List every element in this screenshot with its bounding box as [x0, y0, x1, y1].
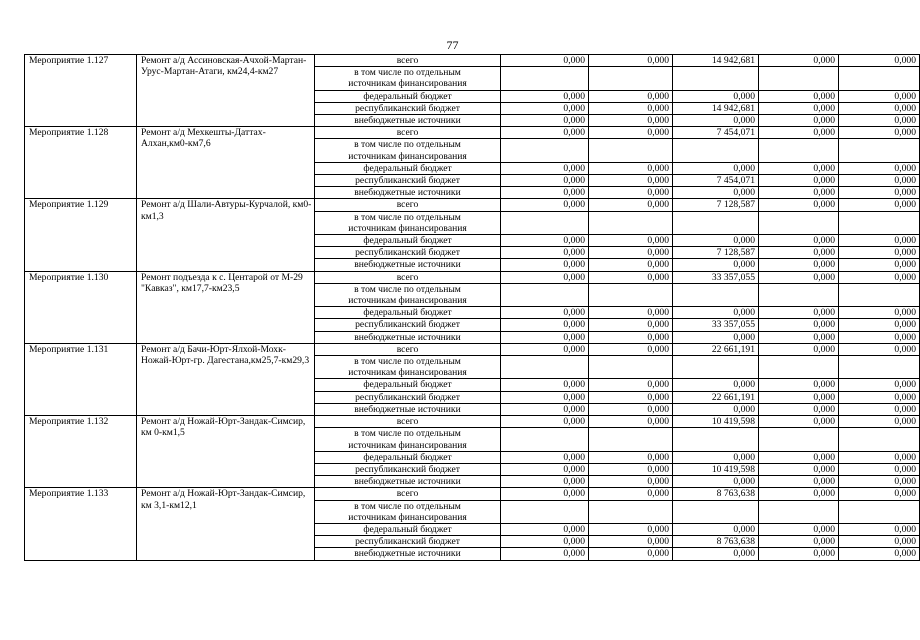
amount-cell: [839, 211, 920, 223]
source-label: республиканский бюджет: [315, 319, 501, 331]
amount-cell: [501, 223, 589, 235]
amount-cell: [759, 295, 839, 307]
amount-cell: 0,000: [673, 403, 759, 415]
amount-cell: [501, 67, 589, 79]
amount-cell: 0,000: [589, 463, 673, 475]
amount-cell: 0,000: [673, 548, 759, 560]
amount-cell: 0,000: [839, 463, 920, 475]
amount-cell: 0,000: [501, 162, 589, 174]
amount-cell: 0,000: [839, 199, 920, 211]
amount-cell: [501, 139, 589, 151]
amount-cell: 0,000: [839, 403, 920, 415]
amount-cell: [759, 356, 839, 368]
source-label: в том числе по отдельным: [315, 356, 501, 368]
amount-cell: 22 661,191: [673, 391, 759, 403]
amount-cell: 0,000: [839, 331, 920, 343]
amount-cell: [673, 295, 759, 307]
measure-name: Ремонт а/д Шали-Автуры-Курчалой, км0-км1,3: [137, 199, 315, 271]
source-label: республиканский бюджет: [315, 463, 501, 475]
amount-cell: 0,000: [589, 476, 673, 488]
amount-cell: 0,000: [501, 523, 589, 535]
amount-cell: [759, 78, 839, 90]
amount-cell: [501, 356, 589, 368]
amount-cell: 0,000: [839, 391, 920, 403]
amount-cell: [589, 356, 673, 368]
amount-cell: 0,000: [839, 548, 920, 560]
source-label: внебюджетные источники: [315, 331, 501, 343]
amount-cell: 0,000: [589, 115, 673, 127]
source-label: федеральный бюджет: [315, 307, 501, 319]
amount-cell: 0,000: [501, 127, 589, 139]
amount-cell: 0,000: [759, 463, 839, 475]
amount-cell: [839, 139, 920, 151]
amount-cell: 0,000: [759, 403, 839, 415]
measure-id: Мероприятие 1.131: [25, 343, 137, 415]
amount-cell: 0,000: [589, 162, 673, 174]
amount-cell: [673, 367, 759, 379]
amount-cell: 0,000: [589, 343, 673, 355]
amount-cell: 0,000: [839, 307, 920, 319]
amount-cell: 0,000: [673, 476, 759, 488]
amount-cell: [673, 151, 759, 163]
source-label: источникам финансирования: [315, 440, 501, 452]
amount-cell: [589, 78, 673, 90]
amount-cell: 0,000: [839, 90, 920, 102]
amount-cell: 0,000: [589, 102, 673, 114]
amount-cell: [501, 151, 589, 163]
measure-id: Мероприятие 1.133: [25, 488, 137, 560]
amount-cell: [673, 428, 759, 440]
amount-cell: [673, 356, 759, 368]
amount-cell: 0,000: [589, 379, 673, 391]
source-label: республиканский бюджет: [315, 391, 501, 403]
amount-cell: 0,000: [759, 536, 839, 548]
measure-id: Мероприятие 1.129: [25, 199, 137, 271]
amount-cell: [759, 211, 839, 223]
amount-cell: [501, 440, 589, 452]
amount-cell: 0,000: [501, 175, 589, 187]
amount-cell: 0,000: [839, 162, 920, 174]
amount-cell: [839, 512, 920, 524]
amount-cell: 0,000: [673, 379, 759, 391]
amount-cell: [589, 211, 673, 223]
amount-cell: [673, 440, 759, 452]
amount-cell: 0,000: [759, 476, 839, 488]
source-label: источникам финансирования: [315, 78, 501, 90]
measure-name: Ремонт а/д Ножай-Юрт-Зандак-Симсир, км 3,1-км12,1: [137, 488, 315, 560]
amount-cell: 0,000: [759, 102, 839, 114]
amount-cell: [759, 500, 839, 512]
amount-cell: [839, 356, 920, 368]
amount-cell: 0,000: [839, 247, 920, 259]
measure-name: Ремонт а/д Мехкешты-Даттах-Алхан,км0-км7,6: [137, 127, 315, 199]
amount-cell: [673, 500, 759, 512]
amount-cell: [589, 428, 673, 440]
amount-cell: [673, 139, 759, 151]
table-row: [25, 55, 920, 67]
source-label: республиканский бюджет: [315, 247, 501, 259]
amount-cell: 33 357,055: [673, 319, 759, 331]
amount-cell: [759, 151, 839, 163]
amount-cell: 0,000: [839, 115, 920, 127]
measure-name: Ремонт а/д Ножай-Юрт-Зандак-Симсир, км 0-км1,5: [137, 416, 315, 488]
source-label: источникам финансирования: [315, 367, 501, 379]
amount-cell: 0,000: [673, 115, 759, 127]
amount-cell: [759, 139, 839, 151]
amount-cell: 7 128,587: [673, 247, 759, 259]
amount-cell: 0,000: [501, 90, 589, 102]
amount-cell: [501, 295, 589, 307]
amount-cell: 0,000: [673, 162, 759, 174]
amount-cell: 0,000: [673, 523, 759, 535]
amount-cell: [589, 295, 673, 307]
amount-cell: [839, 428, 920, 440]
amount-cell: 0,000: [759, 162, 839, 174]
amount-cell: 0,000: [501, 488, 589, 500]
amount-cell: 0,000: [501, 463, 589, 475]
amount-cell: [839, 500, 920, 512]
amount-cell: 7 454,071: [673, 127, 759, 139]
amount-cell: 0,000: [759, 115, 839, 127]
amount-cell: 10 419,598: [673, 463, 759, 475]
source-label: внебюджетные источники: [315, 115, 501, 127]
amount-cell: 0,000: [759, 175, 839, 187]
table-row: [25, 343, 920, 355]
amount-cell: 0,000: [759, 247, 839, 259]
amount-cell: 14 942,681: [673, 102, 759, 114]
amount-cell: 0,000: [759, 199, 839, 211]
amount-cell: 0,000: [501, 536, 589, 548]
amount-cell: 0,000: [589, 187, 673, 199]
amount-cell: 0,000: [839, 102, 920, 114]
amount-cell: 0,000: [839, 187, 920, 199]
source-label: в том числе по отдельным: [315, 500, 501, 512]
amount-cell: 0,000: [759, 488, 839, 500]
amount-cell: [839, 223, 920, 235]
amount-cell: [589, 440, 673, 452]
amount-cell: 0,000: [501, 259, 589, 271]
measure-id: Мероприятие 1.128: [25, 127, 137, 199]
amount-cell: [839, 367, 920, 379]
amount-cell: [501, 512, 589, 524]
source-label: в том числе по отдельным: [315, 67, 501, 79]
amount-cell: [839, 283, 920, 295]
amount-cell: [589, 500, 673, 512]
amount-cell: 0,000: [759, 391, 839, 403]
amount-cell: 0,000: [759, 259, 839, 271]
amount-cell: 0,000: [501, 343, 589, 355]
amount-cell: [673, 283, 759, 295]
budget-table: [24, 54, 920, 561]
amount-cell: 7 454,071: [673, 175, 759, 187]
source-label: в том числе по отдельным: [315, 139, 501, 151]
amount-cell: [759, 67, 839, 79]
source-label: федеральный бюджет: [315, 451, 501, 463]
source-label: внебюджетные источники: [315, 476, 501, 488]
amount-cell: [839, 295, 920, 307]
amount-cell: [759, 283, 839, 295]
amount-cell: 0,000: [589, 331, 673, 343]
measure-name: Ремонт подъезда к с. Центарой от М-29 "Кавказ", км17,7-км23,5: [137, 271, 315, 343]
amount-cell: 0,000: [759, 343, 839, 355]
amount-cell: [673, 223, 759, 235]
source-label: источникам финансирования: [315, 295, 501, 307]
amount-cell: 0,000: [839, 476, 920, 488]
table-row: [25, 127, 920, 139]
amount-cell: 0,000: [589, 451, 673, 463]
amount-cell: 0,000: [673, 331, 759, 343]
amount-cell: 0,000: [501, 247, 589, 259]
amount-cell: 0,000: [839, 343, 920, 355]
page-number: 77: [446, 38, 459, 52]
amount-cell: 0,000: [501, 271, 589, 283]
amount-cell: [759, 428, 839, 440]
amount-cell: 0,000: [589, 55, 673, 67]
amount-cell: 0,000: [501, 187, 589, 199]
source-label: в том числе по отдельным: [315, 283, 501, 295]
source-label: в том числе по отдельным: [315, 211, 501, 223]
table-row: [25, 416, 920, 428]
source-label: федеральный бюджет: [315, 235, 501, 247]
source-label: федеральный бюджет: [315, 90, 501, 102]
amount-cell: [759, 223, 839, 235]
amount-cell: 0,000: [589, 523, 673, 535]
amount-cell: 0,000: [839, 451, 920, 463]
amount-cell: [839, 78, 920, 90]
amount-cell: 0,000: [759, 271, 839, 283]
amount-cell: 0,000: [501, 199, 589, 211]
amount-cell: [501, 367, 589, 379]
amount-cell: 0,000: [501, 548, 589, 560]
amount-cell: [673, 67, 759, 79]
amount-cell: 0,000: [673, 307, 759, 319]
amount-cell: 7 128,587: [673, 199, 759, 211]
amount-cell: 0,000: [673, 187, 759, 199]
amount-cell: [673, 78, 759, 90]
source-label: источникам финансирования: [315, 151, 501, 163]
amount-cell: 0,000: [759, 331, 839, 343]
amount-cell: 0,000: [673, 235, 759, 247]
amount-cell: 0,000: [589, 536, 673, 548]
amount-cell: [673, 211, 759, 223]
source-label: внебюджетные источники: [315, 548, 501, 560]
amount-cell: 0,000: [501, 235, 589, 247]
source-label: всего: [315, 55, 501, 67]
amount-cell: 0,000: [589, 247, 673, 259]
amount-cell: 0,000: [839, 235, 920, 247]
amount-cell: 0,000: [589, 391, 673, 403]
source-label: федеральный бюджет: [315, 162, 501, 174]
measure-name: Ремонт а/д Бачи-Юрт-Ялхой-Мохк-Ножай-Юрт-гр. Дагестана,км25,7-км29,3: [137, 343, 315, 415]
amount-cell: 0,000: [839, 127, 920, 139]
source-label: республиканский бюджет: [315, 175, 501, 187]
source-label: внебюджетные источники: [315, 187, 501, 199]
amount-cell: [501, 428, 589, 440]
amount-cell: [501, 211, 589, 223]
amount-cell: [589, 139, 673, 151]
amount-cell: 0,000: [501, 391, 589, 403]
amount-cell: 0,000: [839, 379, 920, 391]
amount-cell: 0,000: [839, 488, 920, 500]
source-label: федеральный бюджет: [315, 523, 501, 535]
amount-cell: 0,000: [759, 523, 839, 535]
amount-cell: [589, 67, 673, 79]
amount-cell: 0,000: [501, 403, 589, 415]
table-row: [25, 271, 920, 283]
amount-cell: 0,000: [673, 259, 759, 271]
source-label: источникам финансирования: [315, 223, 501, 235]
amount-cell: 0,000: [759, 548, 839, 560]
amount-cell: 0,000: [501, 451, 589, 463]
amount-cell: 0,000: [839, 175, 920, 187]
amount-cell: 0,000: [839, 55, 920, 67]
amount-cell: 0,000: [839, 536, 920, 548]
amount-cell: 0,000: [589, 319, 673, 331]
measure-id: Мероприятие 1.132: [25, 416, 137, 488]
measure-id: Мероприятие 1.130: [25, 271, 137, 343]
source-label: федеральный бюджет: [315, 379, 501, 391]
amount-cell: 0,000: [589, 307, 673, 319]
source-label: всего: [315, 416, 501, 428]
amount-cell: 10 419,598: [673, 416, 759, 428]
amount-cell: [589, 151, 673, 163]
amount-cell: 22 661,191: [673, 343, 759, 355]
amount-cell: 0,000: [759, 187, 839, 199]
amount-cell: 0,000: [839, 319, 920, 331]
source-label: всего: [315, 127, 501, 139]
amount-cell: 0,000: [759, 307, 839, 319]
amount-cell: 14 942,681: [673, 55, 759, 67]
amount-cell: 0,000: [501, 55, 589, 67]
amount-cell: 0,000: [589, 235, 673, 247]
amount-cell: 0,000: [839, 271, 920, 283]
amount-cell: [839, 67, 920, 79]
amount-cell: [839, 440, 920, 452]
amount-cell: 0,000: [501, 331, 589, 343]
amount-cell: 0,000: [839, 259, 920, 271]
measure-id: Мероприятие 1.127: [25, 55, 137, 127]
amount-cell: 0,000: [759, 451, 839, 463]
amount-cell: 0,000: [759, 379, 839, 391]
amount-cell: 0,000: [589, 90, 673, 102]
amount-cell: 0,000: [759, 127, 839, 139]
measure-name: Ремонт а/д Ассиновская-Ачхой-Мартан-Урус-Мартан-Атаги, км24,4-км27: [137, 55, 315, 127]
source-label: всего: [315, 199, 501, 211]
amount-cell: [589, 223, 673, 235]
amount-cell: 0,000: [589, 403, 673, 415]
amount-cell: [589, 512, 673, 524]
source-label: всего: [315, 343, 501, 355]
amount-cell: 0,000: [759, 90, 839, 102]
amount-cell: 0,000: [759, 416, 839, 428]
amount-cell: 0,000: [673, 90, 759, 102]
source-label: республиканский бюджет: [315, 536, 501, 548]
amount-cell: [759, 512, 839, 524]
amount-cell: [839, 151, 920, 163]
amount-cell: 0,000: [759, 55, 839, 67]
amount-cell: 0,000: [501, 379, 589, 391]
source-label: республиканский бюджет: [315, 102, 501, 114]
source-label: в том числе по отдельным: [315, 428, 501, 440]
amount-cell: [759, 440, 839, 452]
amount-cell: [501, 78, 589, 90]
amount-cell: 33 357,055: [673, 271, 759, 283]
amount-cell: 0,000: [501, 307, 589, 319]
table-row: [25, 488, 920, 500]
source-label: всего: [315, 488, 501, 500]
amount-cell: 0,000: [759, 235, 839, 247]
amount-cell: [589, 367, 673, 379]
amount-cell: 0,000: [839, 523, 920, 535]
amount-cell: 0,000: [501, 102, 589, 114]
amount-cell: 0,000: [589, 416, 673, 428]
amount-cell: 0,000: [589, 127, 673, 139]
amount-cell: 0,000: [673, 451, 759, 463]
amount-cell: [501, 283, 589, 295]
amount-cell: 0,000: [501, 115, 589, 127]
source-label: внебюджетные источники: [315, 403, 501, 415]
amount-cell: 0,000: [589, 175, 673, 187]
amount-cell: 0,000: [589, 548, 673, 560]
source-label: внебюджетные источники: [315, 259, 501, 271]
amount-cell: 0,000: [501, 476, 589, 488]
amount-cell: [589, 283, 673, 295]
amount-cell: 0,000: [589, 259, 673, 271]
amount-cell: 8 763,638: [673, 536, 759, 548]
amount-cell: [673, 512, 759, 524]
amount-cell: [501, 500, 589, 512]
amount-cell: 8 763,638: [673, 488, 759, 500]
source-label: источникам финансирования: [315, 512, 501, 524]
amount-cell: 0,000: [501, 416, 589, 428]
amount-cell: 0,000: [501, 319, 589, 331]
amount-cell: 0,000: [589, 488, 673, 500]
amount-cell: [759, 367, 839, 379]
amount-cell: 0,000: [589, 199, 673, 211]
source-label: всего: [315, 271, 501, 283]
amount-cell: 0,000: [759, 319, 839, 331]
table-row: [25, 199, 920, 211]
amount-cell: 0,000: [589, 271, 673, 283]
amount-cell: 0,000: [839, 416, 920, 428]
